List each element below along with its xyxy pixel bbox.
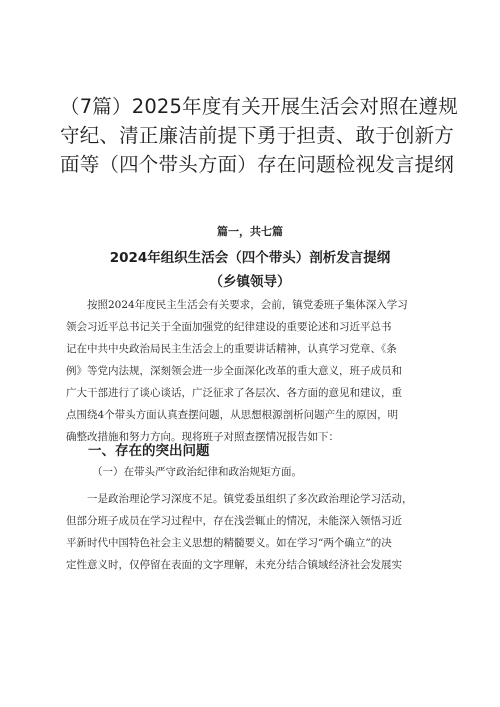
paragraph-line: 例》等党内法规，深刻领会进一步全面深化改革的重大意义，班子成员和 — [66, 365, 402, 377]
paragraph-line: 领会习近平总书记关于全面加强党的纪律建设的重要论述和习近平总书 — [66, 321, 392, 333]
paragraph-line: 记在中共中央政治局民主生活会上的重要讲话精神，认真学习党章、《条 — [66, 343, 397, 355]
title-line: 面等（四个带头方面）存在问题检视发言提纲 — [60, 153, 455, 176]
paragraph-line: 但部分班子成员在学习过程中，存在浅尝辄止的情况，未能深入领悟习近 — [66, 515, 402, 527]
title-line: （7篇）2025年度有关开展生活会对照在遵规 — [60, 95, 458, 118]
document-title — [60, 92, 458, 179]
paragraph-line: 一是政治理论学习深度不足。镇党委虽组织了多次政治理论学习活动， — [66, 493, 413, 505]
section-heading: 一、存在的突出问题 — [88, 443, 210, 459]
paragraph-line: 确整改措施和努力方向。现将班子对照查摆情况报告如下： — [66, 431, 339, 443]
body-paragraph — [66, 488, 446, 576]
paragraph-line: 点围绕4个带头方面认真查摆问题，从思想根源剖析问题产生的原因，明 — [66, 409, 399, 421]
paragraph-line: 定性意义时，仅停留在表面的文字理解，未充分结合镇域经济社会发展实 — [66, 559, 402, 571]
paragraph-line: 广大干部进行了谈心谈话，广泛征求了各层次、各方面的意见和建议，重 — [66, 387, 402, 399]
paragraph-line: 按照2024年度民主生活会有关要求，会前，镇党委班子集体深入学习 — [66, 299, 408, 311]
title-line: 守纪、清正廉洁前提下勇于担责、敢于创新方 — [60, 124, 455, 147]
sub-title: 2024年组织生活会（四个带头）剖析发言提纲 — [109, 250, 391, 266]
section-label: 篇一，共七篇 — [217, 225, 283, 238]
sub-title-role: （乡镇领导） — [209, 274, 291, 290]
intro-paragraph — [66, 294, 446, 448]
paragraph-line: 平新时代中国特色社会主义思想的精髓要义。如在学习“两个确立”的决 — [66, 537, 392, 549]
subsection-heading: （一）在带头严守政治纪律和政治规矩方面。 — [92, 466, 302, 478]
